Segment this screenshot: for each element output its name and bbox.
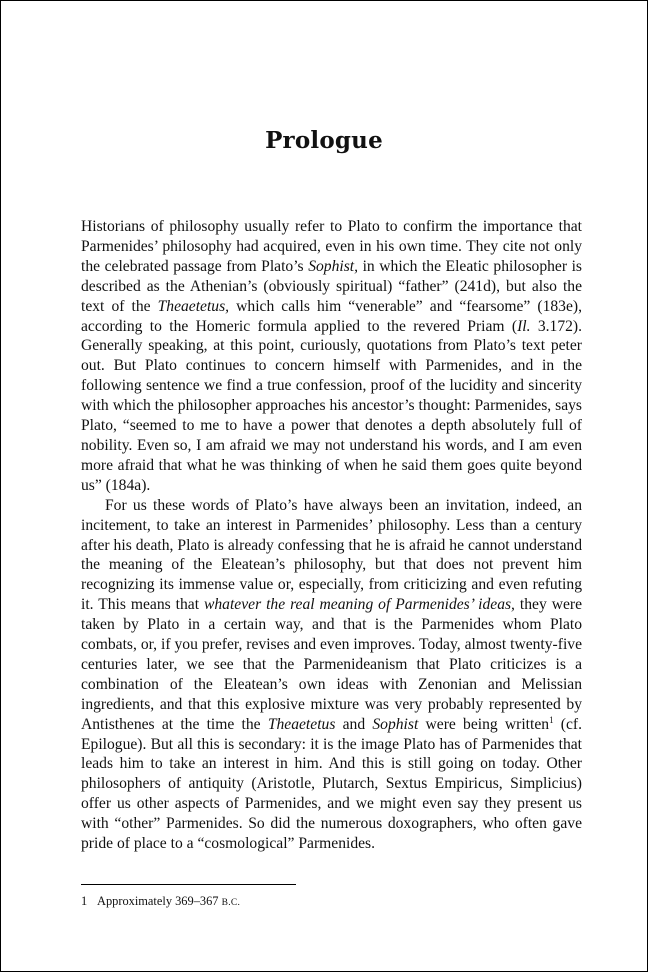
footnote <box>81 894 582 911</box>
body-text <box>81 217 582 854</box>
footnote-reference: 1 <box>549 714 554 725</box>
footnote-number: 1 <box>81 894 88 908</box>
footnote-divider <box>81 884 296 885</box>
italic-text: Sophist <box>372 715 419 733</box>
paragraph: Historians of philosophy usually refer to Plato to confirm the importance that Parmenides’ philosophy had acquired, even in his own time. They cite not only the celebrated passage from Plato’s Sophist, in which the Eleatic philosopher is described as the Athenian’s (obviously spiritual) “father” (241d), but also the text of the Theaetetus, which calls him “venerable” and “fearsome” (183e), according to the Homeric formula applied to the revered Priam (Il. 3.172). Generally speaking, at this point, curiously, quotations from Plato’s text peter out. But Plato continues to concern himself with Parmenides, and in the following sentence we find a true confession, proof of the lucidity and sincerity with which the philosopher approaches his ancestor’s thought: Parmenides, says Plato, “seemed to me to have a power that denotes a depth absolutely full of nobility. Even so, I am afraid we may not understand his words, and I am even more afraid that what he was thinking of when he said them goes quite beyond us” (184a). <box>81 218 582 494</box>
chapter-title: Prologue <box>265 127 383 154</box>
italic-text: Il. <box>517 317 531 335</box>
italic-text: Theaetetus, <box>157 297 230 315</box>
footnote-era: B.C. <box>221 898 241 908</box>
italic-text: Theaetetus <box>267 715 336 733</box>
italic-text: whatever the real meaning of Parmenides’ ideas, <box>203 596 515 614</box>
footnote-text: Approximately 369–367 <box>97 894 222 908</box>
italic-text: Sophist, <box>308 257 359 275</box>
paragraph: For us these words of Plato’s have always been an invitation, indeed, an incitement, to take an interest in Parmenides’ philosophy. Less than a century after his death, Plato is already confessing that he is afraid he cannot understand the meaning of the Eleatean’s philosophy, but that does not prevent him recognizing its immense value or, especially, from criticizing and even refuting it. This means that whatever the real meaning of Parmenides’ ideas, they were taken by Plato in a certain way, and that is the Parmenides whom Plato combats, or, if you prefer, revises and even improves. Today, almost twenty-five centuries later, we see that the Parmenideanism that Plato criticizes is a combination of the Eleatean’s own ideas with Zenonian and Melissian ingredients, and that this explosive mixture was very probably represented by Antisthenes at the time the Theaetetus and Sophist were being written$^1$ (cf. Epilogue). But all this is secondary: it is the image Plato has of Parmenides that leads him to take an interest in him. And this is still going on today. Other philosophers of antiquity (Aristotle, Plutarch, Sextus Empiricus, Simplicius) offer us other aspects of Parmenides, and we might even say they present us with “other” Parmenides. So did the numerous doxographers, who often gave pride of place to a “cosmological” Parmenides. <box>81 496 583 853</box>
